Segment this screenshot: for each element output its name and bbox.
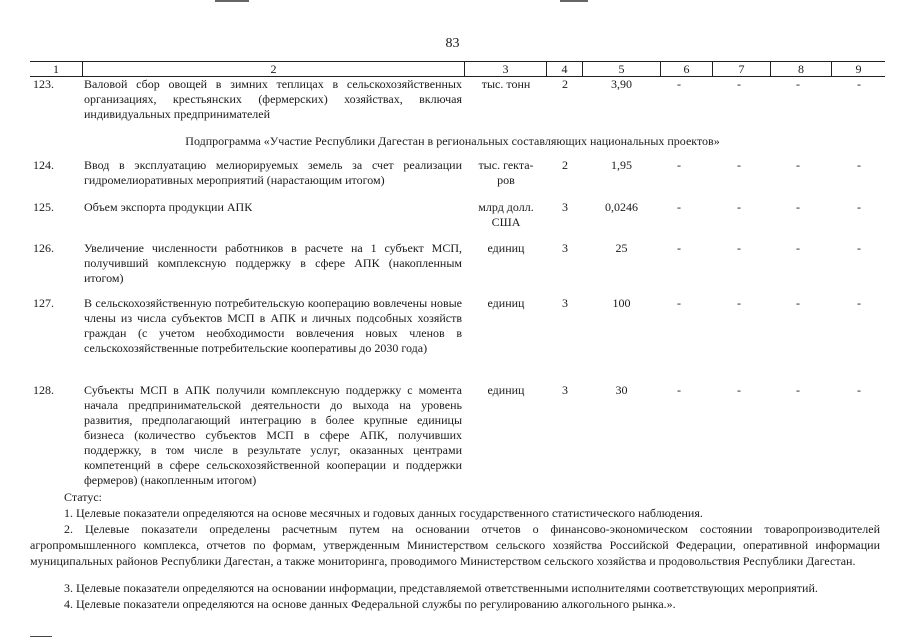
status-code: 3 [562,241,568,255]
indicator-text: Объем экспорта продукции АПК [84,200,253,214]
note-4: 4. Целевые показатели определяются на основе данных Федеральной службы по регулированию алкогольного рынка.». [64,597,676,611]
dash: - [737,158,741,172]
footnote-divider [30,636,52,637]
row-number: 128. [33,383,54,397]
dash: - [857,383,861,397]
value: 25 [615,241,628,255]
scan-artifact [560,0,588,2]
header-col-6: 6 [660,62,712,76]
row-number: 124. [33,158,54,172]
dash: - [857,200,861,214]
dash: - [737,383,741,397]
dash: - [857,77,861,91]
header-col-1: 1 [53,62,59,76]
indicator-text: В сельскохозяйственную потребительскую кооперацию вовлечены новые члены из числа субъектов МСП в АПК и личных подсобных хозяйств граждан (с учетом необходимости вовлечения новых членов в сельскохозяйственные потребительские кооперативы до 2030 года) [84,296,462,355]
subprogram-heading: Подпрограмма «Участие Республики Дагестан в региональных составляющих национальных проектов» [185,134,720,148]
unit: тыс. тонн [481,77,531,91]
value: 0,0246 [605,200,638,214]
note-1: 1. Целевые показатели определяются на основе месячных и годовых данных государственного статистического наблюдения. [64,506,703,520]
status-code: 3 [562,296,568,310]
dash: - [737,77,741,91]
dash: - [677,383,681,397]
unit: единиц [487,383,525,397]
header-col-5: 5 [582,62,660,76]
dash: - [857,241,861,255]
dash: - [857,158,861,172]
unit: тыс. гекта-ров [478,158,534,187]
unit: единиц [487,241,525,255]
unit: единиц [487,296,525,310]
header-col-4: 4 [546,62,582,76]
dash: - [737,296,741,310]
dash: - [677,200,681,214]
dash: - [677,241,681,255]
row-number: 125. [33,200,54,214]
row-number: 126. [33,241,54,255]
note-2: 2. Целевые показатели определены расчетным путем на основании отчетов о финансово-экономическом состоянии товаропроизводителей агропромышленного комплекса, отчетов по формам, утвержденным Министерством сельского хозяйства Российской Федерации, оперативной информации муниципальных районов Республики Дагестан, а также мониторинга, проводимого Министерством сельского хозяйства и продовольствия Республики Дагестан. [30,522,880,568]
row-number: 123. [33,77,54,91]
status-code: 3 [562,383,568,397]
row-number: 127. [33,296,54,310]
value: 100 [612,296,631,310]
dash: - [796,241,800,255]
value: 3,90 [611,77,632,91]
status-title: Статус: [64,490,102,504]
note-3: 3. Целевые показатели определяются на основании информации, представляемой ответственными исполнителями соответствующих мероприятий. [64,581,818,595]
dash: - [796,296,800,310]
value: 30 [615,383,628,397]
status-code: 2 [562,77,568,91]
unit: млрд долл. США [478,200,534,229]
dash: - [677,77,681,91]
scan-artifact [215,0,249,2]
dash: - [677,296,681,310]
indicator-text: Ввод в эксплуатацию мелиорируемых земель за счет реализации гидромелиоративных мероприятий (нарастающим итогом) [84,158,462,187]
header-col-3: 3 [464,62,546,76]
indicator-text: Увеличение численности работников в расчете на 1 субъект МСП, получивший комплексную поддержку в сфере АПК (накопленным итогом) [84,241,462,285]
header-col-8: 8 [770,62,831,76]
dash: - [796,158,800,172]
dash: - [737,241,741,255]
page-number: 83 [445,36,460,51]
status-code: 2 [562,158,568,172]
value: 1,95 [611,158,632,172]
dash: - [857,296,861,310]
dash: - [737,200,741,214]
dash: - [796,77,800,91]
status-code: 3 [562,200,568,214]
dash: - [796,383,800,397]
header-col-9: 9 [831,62,885,76]
table-header [30,61,885,77]
header-col-2: 2 [82,62,464,76]
dash: - [796,200,800,214]
indicator-text: Валовой сбор овощей в зимних теплицах в сельскохозяйственных организациях, крестьянских (фермерских) хозяйствах, включая индивидуальных предпринимателей [84,77,462,121]
indicator-text: Субъекты МСП в АПК получили комплексную поддержку с момента начала предпринимательской деятельности до выхода на уровень развития, предполагающий интеграцию в более крупные единицы бизнеса (количество субъектов МСП в сфере АПК, получивших поддержку, в том числе в результате услуг, оказанных центрами компетенций в сфере сельскохозяйственной кооперации и поддержки фермеров) (накопленным итогом) [84,383,462,487]
dash: - [677,158,681,172]
header-col-7: 7 [712,62,770,76]
